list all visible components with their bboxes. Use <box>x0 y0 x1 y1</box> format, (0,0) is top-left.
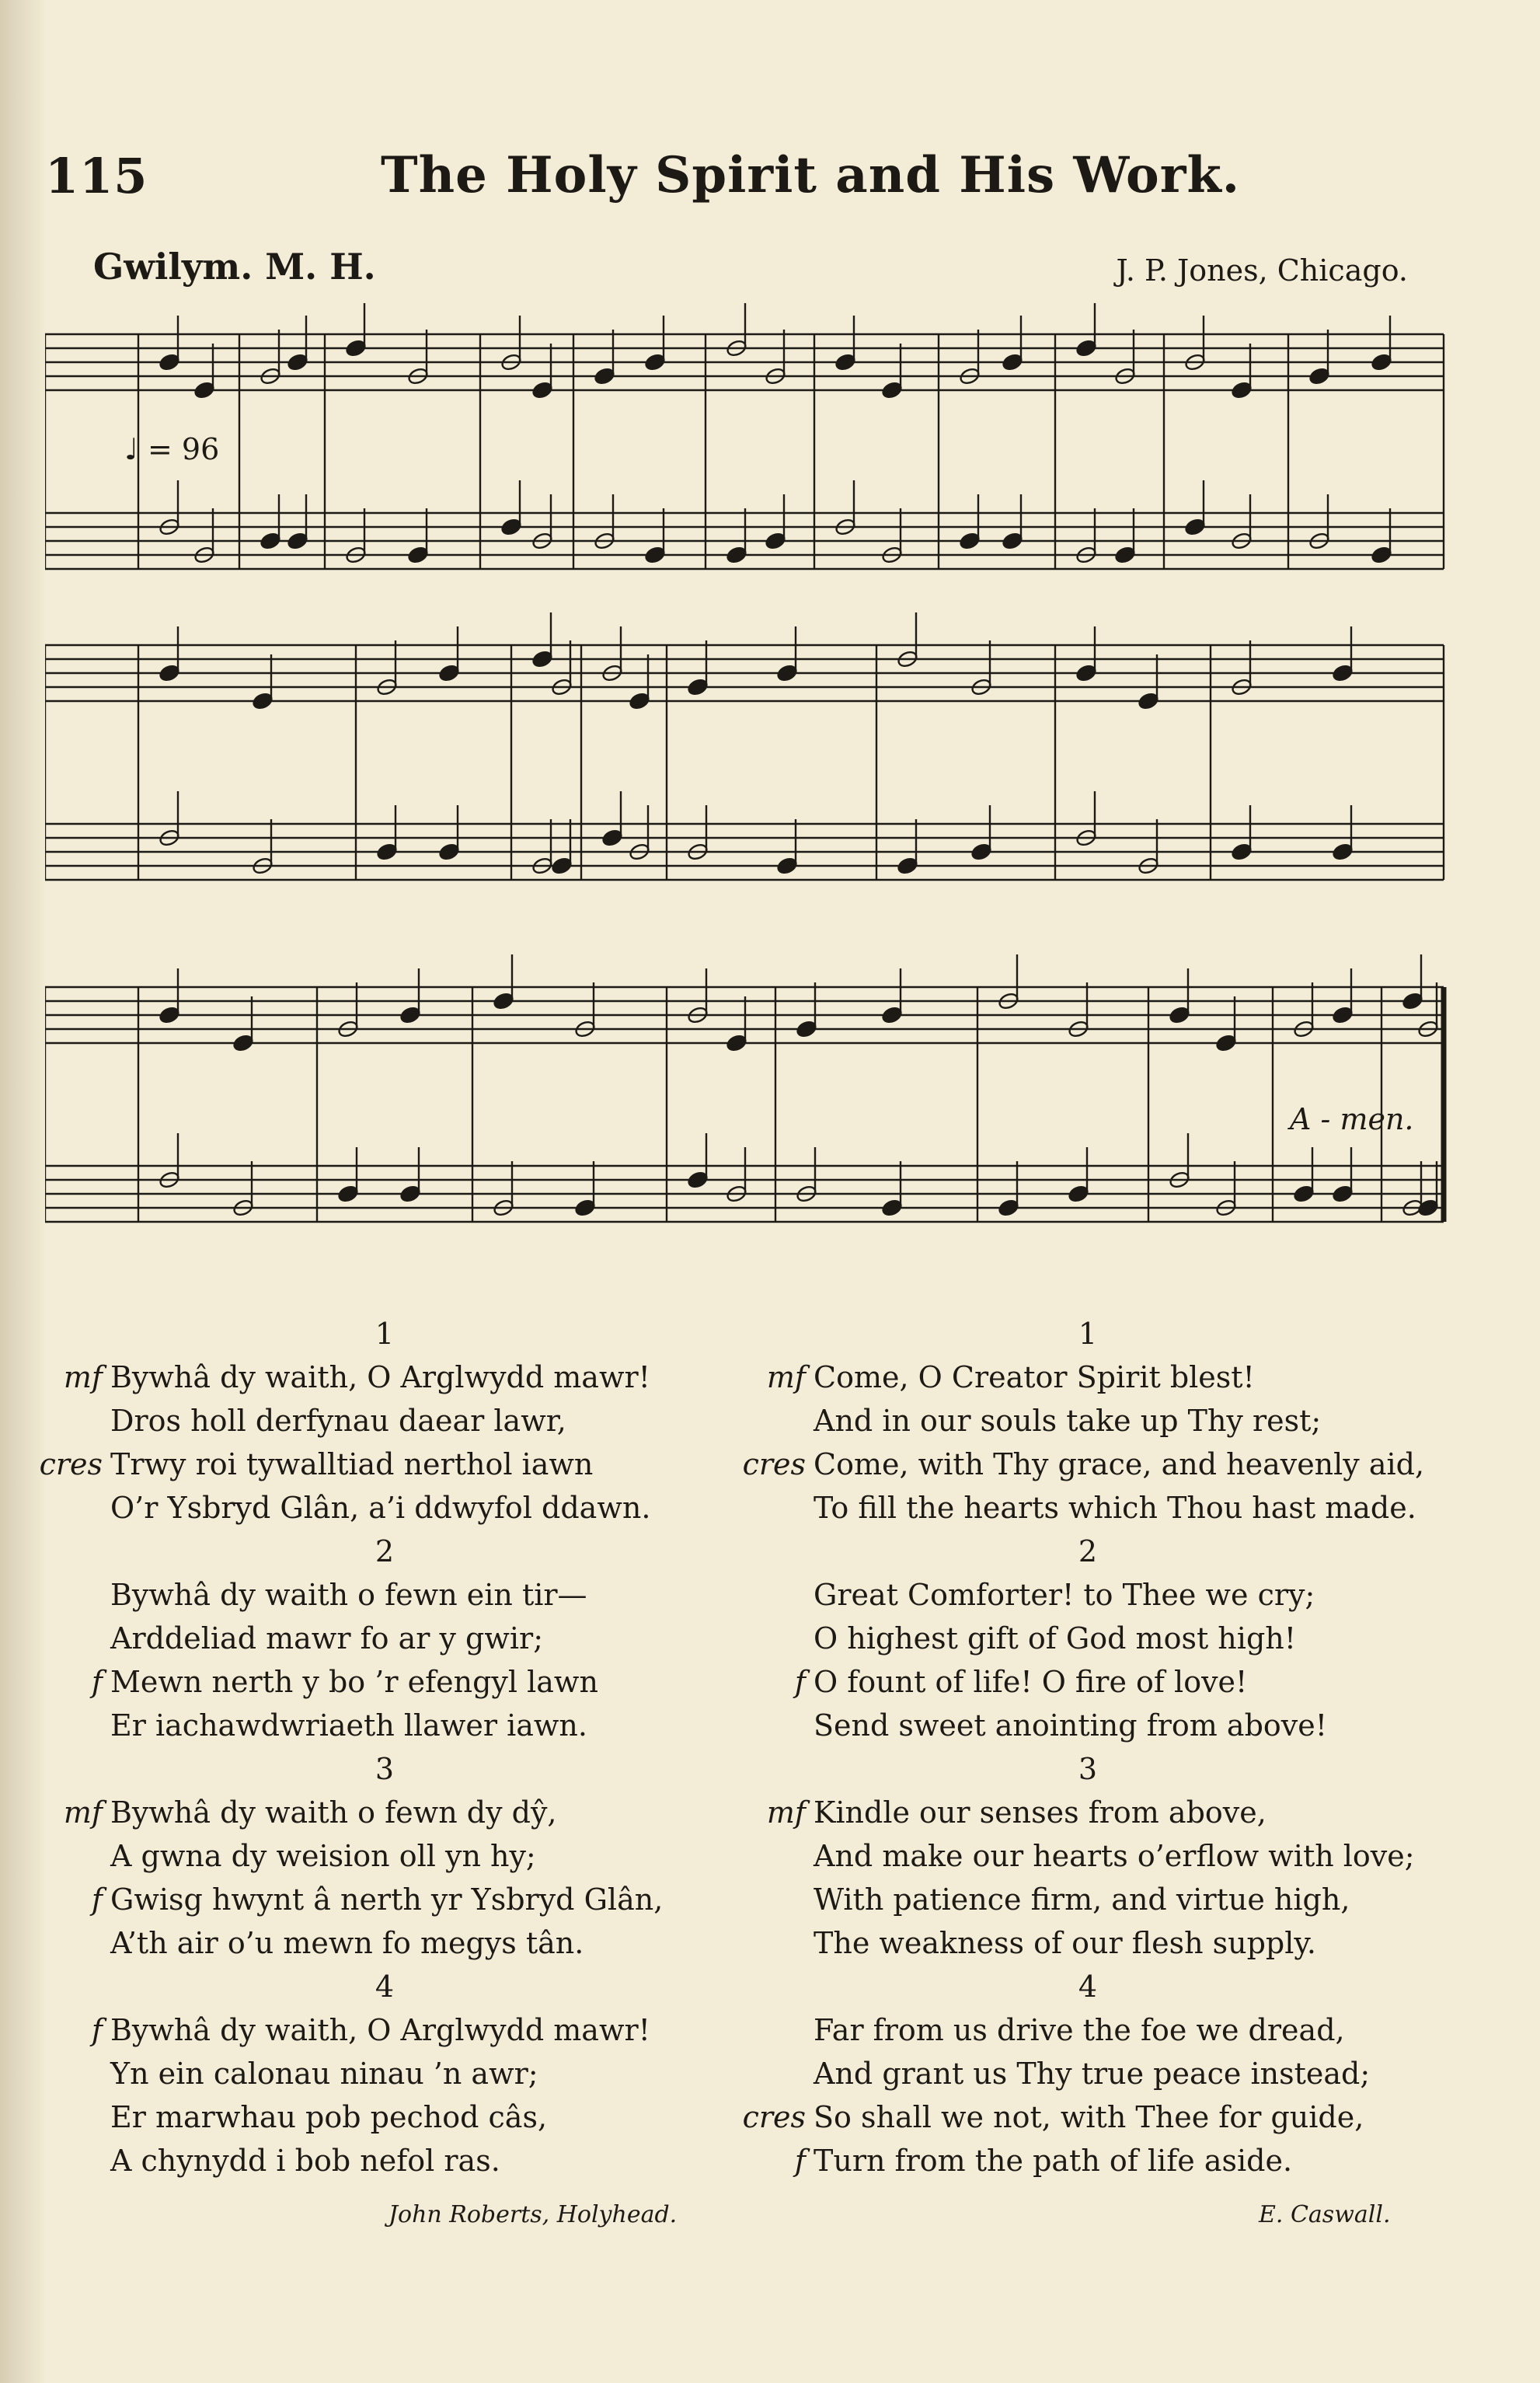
verse-text: Gwisg hwynt â nerth yr Ysbryd Glân, <box>110 1882 664 1917</box>
verse-text: Bywhâ dy waith, O Arglwydd mawr! <box>110 1360 650 1394</box>
dynamic-mark: cres <box>742 2100 806 2134</box>
stanza-number: 4 <box>1078 1970 1098 2004</box>
verse-text: Bywhâ dy waith o fewn ein tir— <box>110 1578 587 1612</box>
dynamic-mark: cres <box>39 1447 103 1481</box>
dynamic-mark: mf <box>766 1360 806 1394</box>
verse-line <box>742 2052 1441 2095</box>
verse-text: Bywhâ dy waith o fewn dy dŷ, <box>110 1795 557 1830</box>
verse-text: And in our souls take up Thy rest; <box>814 1404 1322 1438</box>
english-verses <box>742 1312 1441 2182</box>
verse-text: Come, O Creator Spirit blest! <box>814 1360 1255 1394</box>
verse-text: Kindle our senses from above, <box>814 1795 1266 1830</box>
dynamic-mark: f <box>91 1882 103 1917</box>
stanza-number: 1 <box>1078 1317 1098 1351</box>
stanza-number: 4 <box>375 1970 395 2004</box>
verse-line <box>742 1704 1441 1747</box>
verse-text: Arddeliad mawr fo ar y gwir; <box>110 1621 544 1656</box>
dynamic-mark: mf <box>63 1795 103 1830</box>
verse-line <box>39 1660 738 1704</box>
verse-line <box>742 2095 1441 2139</box>
verse-text: A chynydd i bob nefol ras. <box>110 2144 500 2178</box>
verse-text: Turn from the path of life aside. <box>814 2144 1293 2178</box>
verse-text: Far from us drive the foe we dread, <box>814 2013 1345 2047</box>
section-title: The Holy Spirit and His Work. <box>381 146 1241 204</box>
verse-line <box>742 1878 1441 1921</box>
verse-text: A gwna dy weision oll yn hy; <box>110 1839 536 1873</box>
verse-text: O highest gift of God most high! <box>814 1621 1297 1656</box>
verse-line <box>742 1921 1441 1965</box>
verse-text: With patience firm, and virtue high, <box>814 1882 1350 1917</box>
verse-line <box>39 1443 738 1486</box>
verse-line <box>742 1791 1441 1834</box>
verse-line <box>742 1443 1441 1486</box>
welsh-author: John Roberts, Holyhead. <box>388 2201 678 2228</box>
verse-text: Er iachawdwriaeth llawer iawn. <box>110 1708 587 1743</box>
verse-line <box>39 2095 738 2139</box>
verse-line <box>742 2008 1441 2052</box>
verse-text: And make our hearts o’erflow with love; <box>814 1839 1415 1873</box>
english-author: E. Caswall. <box>1259 2201 1391 2228</box>
verse-line <box>742 1399 1441 1443</box>
amen-text: A - men. <box>1290 1102 1414 1136</box>
stanza-number: 2 <box>1078 1534 1098 1568</box>
verse-text: Er marwhau pob pechod câs, <box>110 2100 548 2134</box>
verse-text: Great Comforter! to Thee we cry; <box>814 1578 1315 1612</box>
verse-text: To fill the hearts which Thou hast made. <box>814 1491 1416 1525</box>
verse-line <box>39 1834 738 1878</box>
verse-line <box>39 1617 738 1660</box>
hymn-number: 115 <box>45 148 148 204</box>
verse-text: Come, with Thy grace, and heavenly aid, <box>814 1447 1425 1481</box>
verse-line <box>742 1617 1441 1660</box>
verse-line <box>742 2139 1441 2182</box>
dynamic-mark: f <box>794 1665 806 1699</box>
dynamic-mark: f <box>91 2013 103 2047</box>
verse-text: Yn ein calonau ninau ’n awr; <box>110 2057 538 2091</box>
verse-line <box>742 1355 1441 1399</box>
dynamic-mark: mf <box>766 1795 806 1830</box>
verse-text: Dros holl derfynau daear lawr, <box>110 1404 566 1438</box>
verse-text: Bywhâ dy waith, O Arglwydd mawr! <box>110 2013 650 2047</box>
verse-text: Mewn nerth y bo ’r efengyl lawn <box>110 1665 598 1699</box>
verse-line <box>742 1660 1441 1704</box>
dynamic-mark: f <box>794 2144 806 2178</box>
dynamic-mark: mf <box>63 1360 103 1394</box>
tempo-marking: ♩ = 96 <box>124 432 220 466</box>
verse-text: O fount of life! O fire of love! <box>814 1665 1248 1699</box>
verse-text: A’th air o’u mewn fo megys tân. <box>110 1926 584 1960</box>
verse-line <box>39 1704 738 1747</box>
verse-line <box>39 2052 738 2095</box>
stanza-number: 2 <box>375 1534 395 1568</box>
verse-line <box>39 1486 738 1530</box>
verse-line <box>39 1355 738 1399</box>
verse-line <box>39 1878 738 1921</box>
verse-line <box>39 1399 738 1443</box>
stanza-number: 3 <box>1078 1752 1098 1786</box>
welsh-verses <box>39 1312 738 2182</box>
verse-line <box>39 1791 738 1834</box>
tune-name: Gwilym. M. H. <box>93 246 376 288</box>
verse-line <box>742 1573 1441 1617</box>
dynamic-mark: f <box>91 1665 103 1699</box>
verse-text: So shall we not, with Thee for guide, <box>814 2100 1364 2134</box>
verse-text: And grant us Thy true peace instead; <box>814 2057 1371 2091</box>
verse-line <box>39 2008 738 2052</box>
stanza-number: 3 <box>375 1752 395 1786</box>
verse-line <box>39 1921 738 1965</box>
verse-text: Trwy roi tywalltiad nerthol iawn <box>110 1447 594 1481</box>
verse-text: Send sweet anointing from above! <box>814 1708 1327 1743</box>
composer: J. P. Jones, Chicago. <box>1116 253 1408 288</box>
verse-text: O’r Ysbryd Glân, a’i ddwyfol ddawn. <box>110 1491 651 1525</box>
dynamic-mark: cres <box>742 1447 806 1481</box>
verse-text: The weakness of our flesh supply. <box>814 1926 1316 1960</box>
verse-line <box>742 1834 1441 1878</box>
verse-line <box>39 1573 738 1617</box>
verse-line <box>39 2139 738 2182</box>
stanza-number: 1 <box>375 1317 395 1351</box>
music-score <box>45 303 1459 1321</box>
verse-line <box>742 1486 1441 1530</box>
